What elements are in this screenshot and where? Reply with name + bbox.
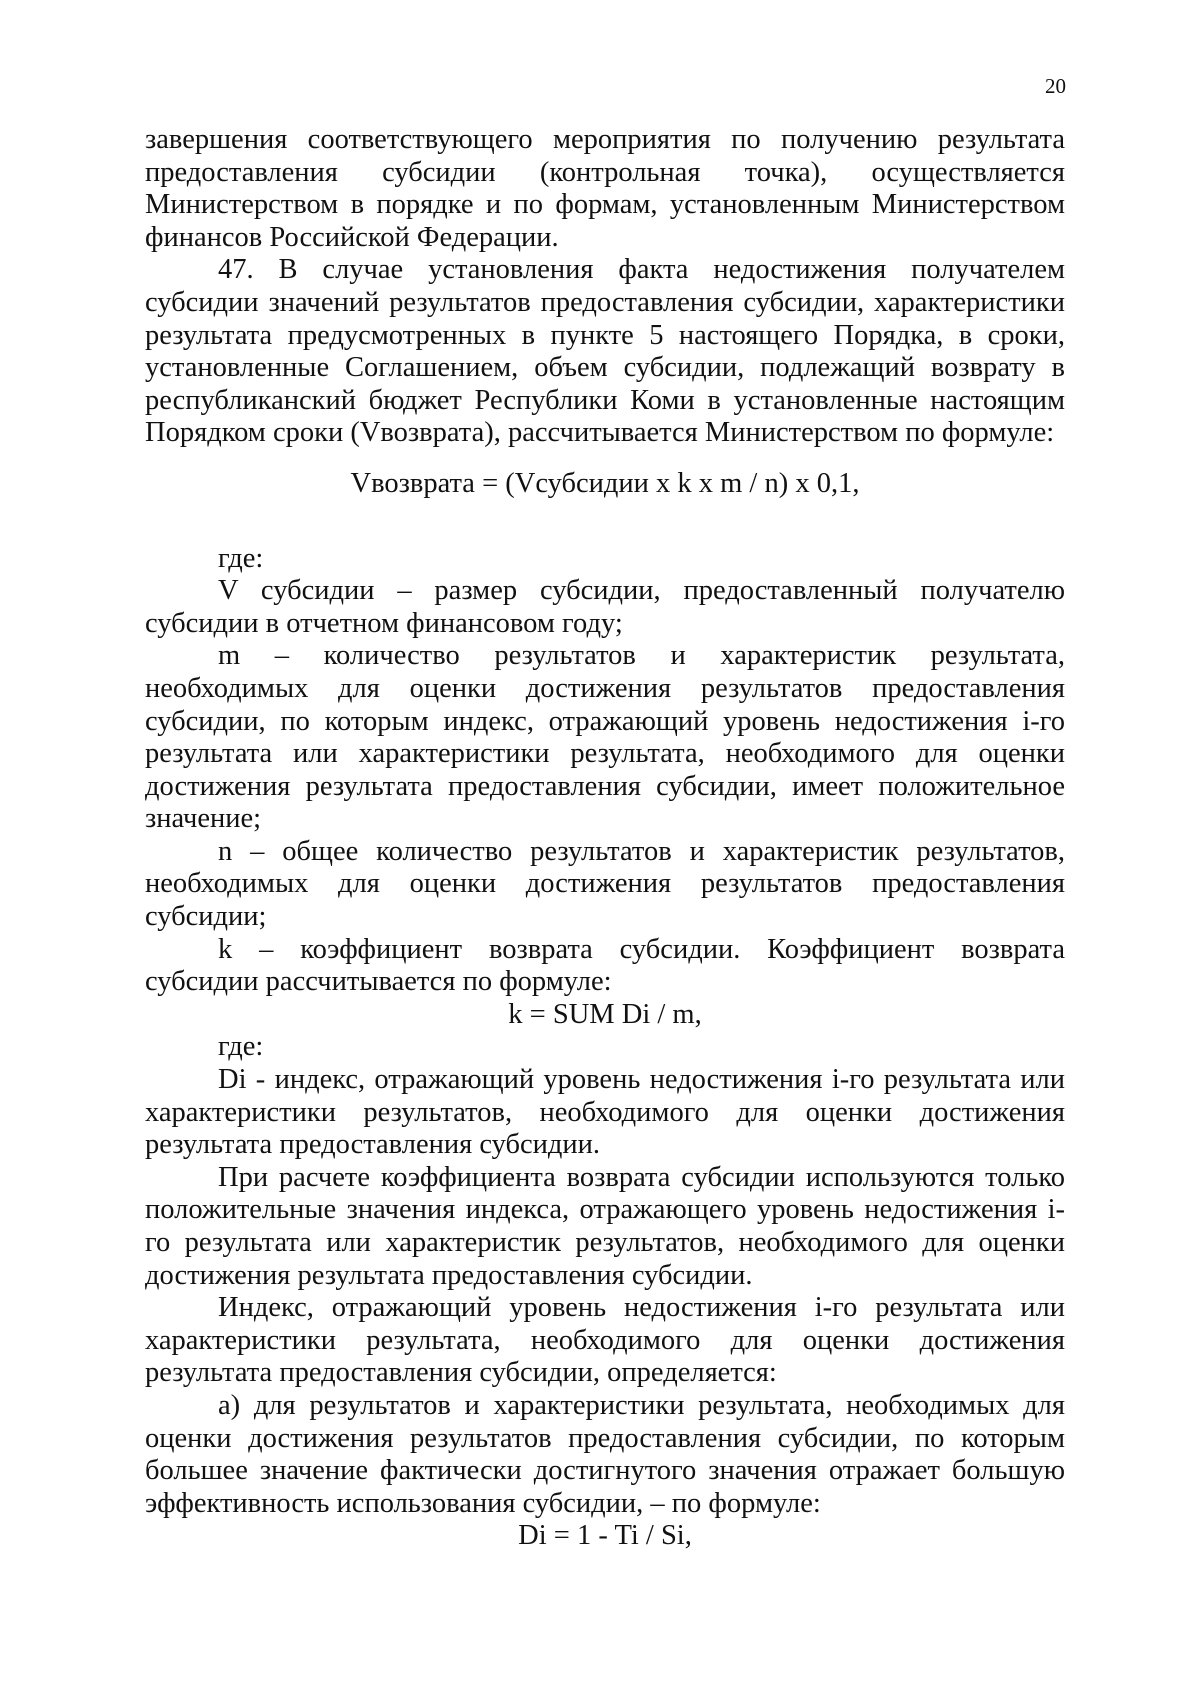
document-body [145, 124, 1065, 1553]
where-label: где: [218, 1031, 264, 1063]
paragraph-item-a: а) для результатов и характеристики результата, необходимых для оценки достижения результатов предоставления субсидии, по которым большее значение фактически достигнутого значения отражает большую эффективность использования субсидии, – по формуле: [145, 1389, 1065, 1519]
definition-m: m – количество результатов и характеристик результата, необходимых для оценки достижения результатов предоставления субсидии, по которым индекс, отражающий уровень недостижения i-го результата или характеристики результата, необходимого для оценки достижения результата предоставления субсидии, имеет положительное значение; [145, 640, 1065, 835]
definition-di: Di - индекс, отражающий уровень недостижения i-го результата или характеристики результатов, необходимого для оценки достижения результата предоставления субсидии. [145, 1064, 1065, 1161]
where-label: где: [218, 542, 264, 574]
paragraph-47: 47. В случае установления факта недостижения получателем субсидии значений результатов предоставления субсидии, характеристики результата предусмотренных в пункте 5 настоящего Порядка, в сроки, установленные Соглашением, объем субсидии, подлежащий возврату в республиканский бюджет Республики Коми в установленные настоящим Порядком сроки (Vвозврата), рассчитывается Министерством по формуле: [145, 254, 1065, 449]
definition-v: V субсидии – размер субсидии, предоставленный получателю субсидии в отчетном финансовом году; [145, 575, 1065, 639]
definition-n: n – общее количество результатов и характеристик результатов, необходимых для оценки достижения результатов предоставления субсидии; [145, 835, 1065, 933]
paragraph-index: Индекс, отражающий уровень недостижения i-го результата или характеристики результата, необходимого для оценки достижения результата предоставления субсидии, определяется: [145, 1292, 1065, 1389]
page-number: 20 [1045, 74, 1066, 98]
formula-di: Di = 1 - Ti / Si, [518, 1520, 692, 1552]
formula-v-return: Vвозврата = (Vсубсидии x k x m / n) x 0,1, [350, 467, 860, 499]
definition-k: k – коэффициент возврата субсидии. Коэффициент возврата субсидии рассчитывается по формуле: [145, 933, 1065, 998]
formula-k: k = SUM Di / m, [508, 998, 702, 1030]
paragraph-continuation: завершения соответствующего мероприятия по получению результата предоставления субсидии (контрольная точка), осуществляется Министерством в порядке и по формам, установленным Министерством финансов Российской Федерации. [145, 124, 1065, 253]
paragraph-calculation: При расчете коэффициента возврата субсидии используются только положительные значения индекса, отражающего уровень недостижения i-го результата или характеристик результатов, необходимого для оценки достижения результата предоставления субсидии. [145, 1161, 1065, 1291]
